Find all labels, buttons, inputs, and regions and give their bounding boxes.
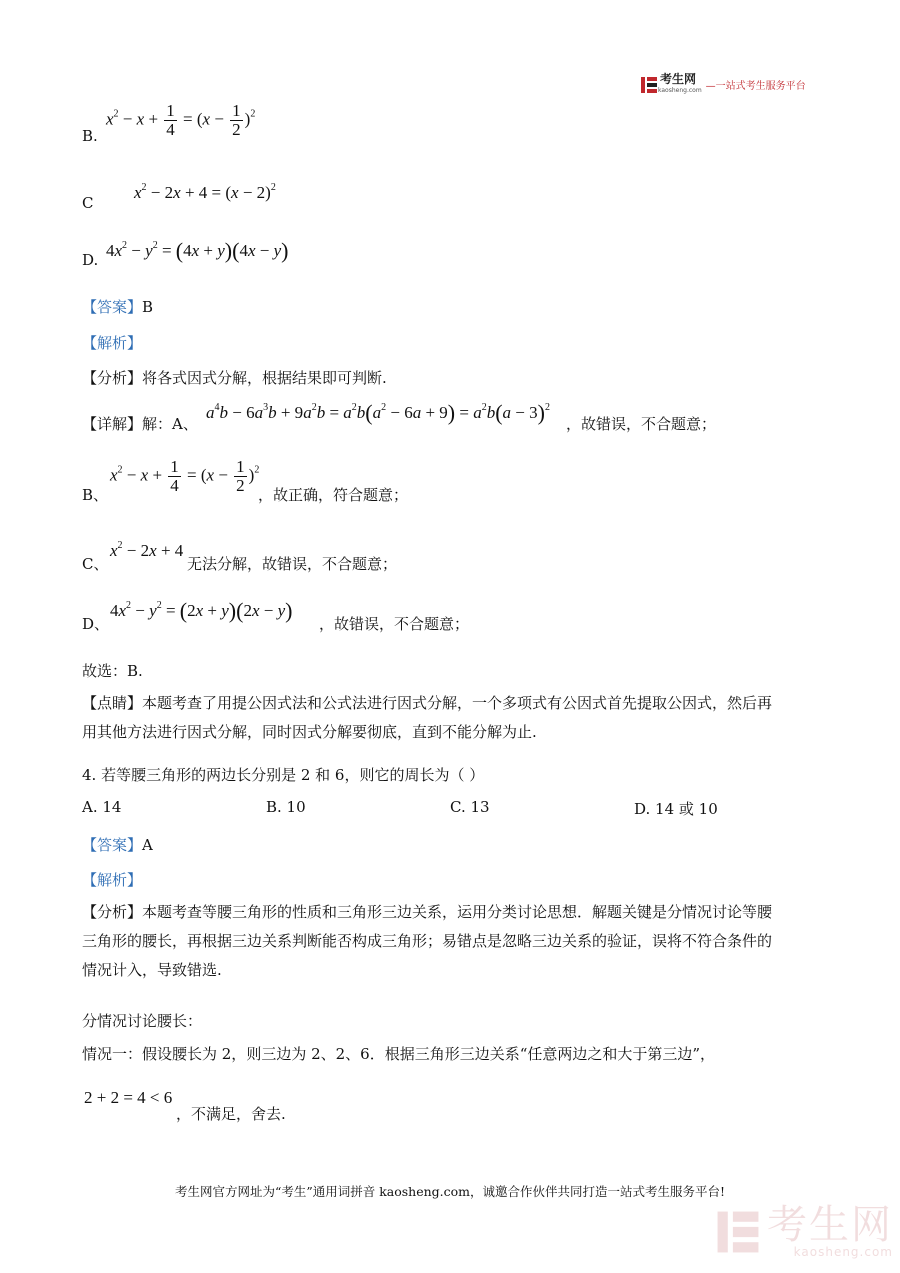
q4-fenxi: 【分析】本题考查等腰三角形的性质和三角形三边关系，运用分类讨论思想．解题关键是分情况讨论等腰 三角形的腰长，再根据三边关系判断能否构成三角形；易错点是忽略三边关系的验证，误将不符合条件的 情况计入，导致错选. bbox=[82, 903, 773, 979]
q3-detail-d-prefix: D、 bbox=[82, 615, 110, 633]
q3-detail-c-prefix: C、 bbox=[82, 555, 109, 573]
q4-case1-math: 2 + 2 = 4 < 6 bbox=[84, 1088, 173, 1107]
q4-answer: 【答案】A bbox=[82, 836, 153, 854]
q4-option-d: D. 14 或 10 bbox=[634, 800, 718, 818]
q3-option-d-formula: $4x^2 - y^2 = (4x + y)(4x - y)$ bbox=[106, 238, 289, 263]
q3-option-b-formula: $x^2 - x$ + $\frac{1}{4}$ = (x − $\frac{1}{2}$ )$^2$ bbox=[106, 101, 256, 139]
q3-detail-b-formula: $x^2 - x$ + $\frac{1}{4}$ = (x − $\frac{1}{2}$ )$^2$ bbox=[110, 457, 260, 495]
q4-question: 4. 若等腰三角形的两边长分别是 2 和 6，则它的周长为（ ） bbox=[82, 766, 485, 784]
q3-detail-a-suffix: ，故错误，不合题意； bbox=[566, 415, 717, 433]
q3-detail-d-suffix: ，故错误，不合题意； bbox=[319, 615, 470, 633]
q3-choose: 故选：B. bbox=[82, 662, 143, 680]
q4-option-c: C. 13 bbox=[450, 798, 490, 816]
watermark-logo bbox=[715, 1202, 893, 1259]
q4-analysis-tag: 【解析】 bbox=[82, 871, 143, 889]
q3-detail-c-suffix: 无法分解，故错误，不合题意； bbox=[187, 555, 398, 573]
q3-option-d-label: D. bbox=[82, 251, 99, 269]
footer-text: 考生网官方网址为“考生”通用词拼音 kaosheng.com，诚邀合作伙伴共同打造一站式考生服务平台! bbox=[174, 1184, 726, 1199]
q3-detail-b-prefix: B、 bbox=[82, 486, 109, 504]
q3-detail-b-suffix: ，故正确，符合题意； bbox=[258, 486, 409, 504]
header-slogan: —一站式考生服务平台 bbox=[705, 81, 806, 92]
q3-option-b-label: B. bbox=[82, 127, 98, 145]
watermark-text: 考生网 bbox=[767, 1202, 893, 1248]
q4-discuss: 分情况讨论腰长： bbox=[82, 1012, 203, 1030]
q3-option-c-label: C bbox=[82, 194, 94, 212]
q3-detail-a: 【详解】解：A、 bbox=[82, 415, 198, 433]
q3-detail-c-formula: $x^2 - 2x + 4$ bbox=[110, 540, 184, 560]
q3-detail-d-formula: $4x^2 - y^2 = (2x + y)(2x - y)$ bbox=[110, 598, 293, 623]
q3-detail-a-formula: $a^4b - 6a^3b + 9a^2b = a^2b(a^2 - 6a + 9) = a^2b(a - 3)^2$ bbox=[206, 400, 550, 425]
logo-text: 考生网 bbox=[660, 72, 697, 86]
header-logo bbox=[640, 73, 806, 96]
q4-case1: 情况一：假设腰长为 2，则三边为 2、2、6．根据三角形三边关系“任意两边之和大于第三边”， bbox=[82, 1045, 716, 1063]
q3-answer: 【答案】B bbox=[82, 298, 154, 316]
logo-icon bbox=[640, 76, 658, 94]
watermark-sub: kaosheng.com bbox=[793, 1245, 893, 1259]
q3-comment: 【点睛】本题考查了用提公因式法和公式法进行因式分解，一个多项式有公因式首先提取公因式，然后再 用其他方法进行因式分解，同时因式分解要彻底，直到不能分解为止. bbox=[82, 694, 773, 741]
q3-analysis-tag: 【解析】 bbox=[82, 334, 143, 352]
q4-option-b: B. 10 bbox=[266, 798, 306, 816]
q4-case1-suffix: ，不满足，舍去. bbox=[176, 1105, 286, 1123]
logo-sub: kaosheng.com bbox=[658, 87, 702, 94]
watermark-icon bbox=[715, 1209, 761, 1255]
q3-fenxi: 【分析】将各式因式分解，根据结果即可判断. bbox=[82, 369, 387, 387]
q3-option-c-formula: $x^2 - 2x + 4 = (x - 2)^2$ bbox=[134, 182, 276, 202]
q4-option-a: A. 14 bbox=[82, 798, 122, 816]
